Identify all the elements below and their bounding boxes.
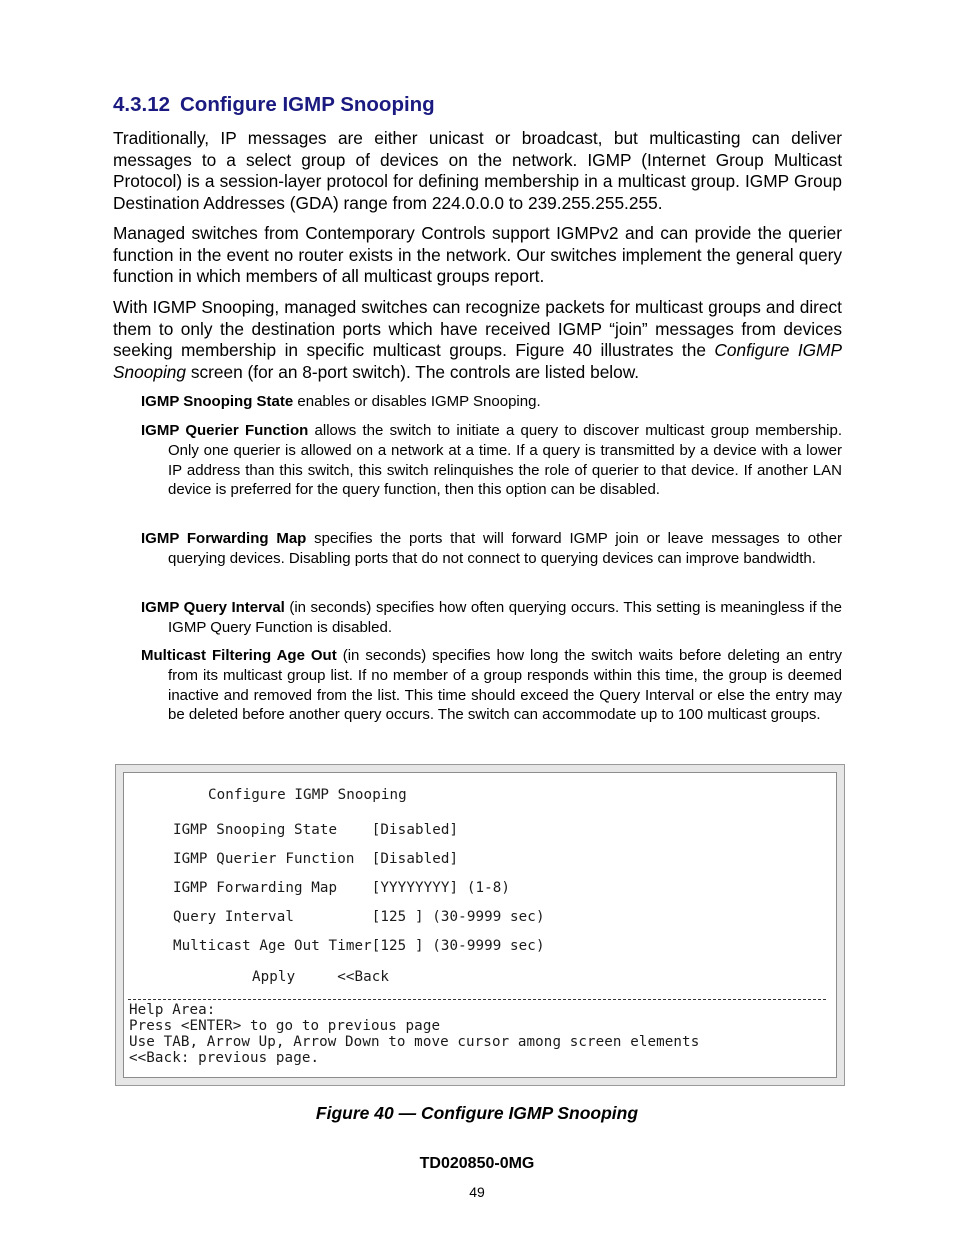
paragraph-snooping [113,297,842,383]
control-desc: specifies the ports that will forward IGMP join or leave messages to other querying devices. Disabling ports that do not connect to querying devices can improve bandwidth. [168,530,842,567]
help-line: Press <ENTER> to go to previous page [129,1018,441,1034]
control-term: IGMP Query Interval [141,599,285,616]
control-term: IGMP Snooping State [141,393,294,410]
control-term: IGMP Querier Function [141,422,309,439]
section-number: 4.3.12 [113,93,170,116]
apply-button[interactable]: Apply [252,969,296,985]
paragraph-querier: Managed switches from Contemporary Controls support IGMPv2 and can provide the querier function in the event no router exists in the network. Our switches implement the general query function in which members of all multicast groups report. [113,223,842,287]
control-desc: enables or disables IGMP Snooping. [293,393,541,410]
back-button[interactable]: <<Back [337,969,390,985]
control-description-item [141,529,842,569]
screen-title: Configure IGMP Snooping [208,787,407,803]
igmp-forwarding-map-field[interactable]: IGMP Forwarding Map [YYYYYYYY] (1-8) [173,880,511,896]
multicast-age-out-timer-field[interactable]: Multicast Age Out Timer[125 ] (30-9999 sec) [173,938,545,954]
control-desc: (in seconds) specifies how long the switch waits before deleting an entry from its multicast group list. If no member of a group responds within this time, the group is deemed inactive and removed from the list. This time should exceed the Query Interval or else the entry may be deleted before another query occurs. The switch can accommodate up to 100 multicast groups. [168,647,842,724]
paragraph-snooping-emphasis: Configure IGMP Snooping [113,340,842,382]
help-separator [128,999,826,1000]
paragraph-intro: Traditionally, IP messages are either unicast or broadcast, but multicasting can deliver messages to a select group of devices on the network. IGMP (Internet Group Multicast Protocol) is a session-layer protocol for defining membership in a multicast group. IGMP Group Destination Addresses (GDA) range from 224.0.0.0 to 239.255.255.255. [113,128,842,213]
control-term: Multicast Filtering Age Out [141,647,337,664]
section-heading [113,93,435,117]
igmp-snooping-state-field[interactable]: IGMP Snooping State [Disabled] [173,822,459,838]
terminal-screen [123,772,837,1078]
control-description-item [141,646,842,725]
paragraph-snooping-text-a: With IGMP Snooping, managed switches can recognize packets for multicast groups and direct them to only the destination ports which have received IGMP “join” messages from devices seeking membership in specific multicast groups. Figure 40 illustrates the [113,297,842,361]
terminal-screenshot-frame [115,764,845,1086]
page-number: 49 [469,1184,485,1200]
query-interval-field[interactable]: Query Interval [125 ] (30-9999 sec) [173,909,545,925]
help-line: Use TAB, Arrow Up, Arrow Down to move cursor among screen elements [129,1034,700,1050]
paragraph-snooping-text-b: screen (for an 8-port switch). The controls are listed below. [186,361,640,382]
screen-actions [252,969,431,985]
control-desc: allows the switch to initiate a query to discover multicast group membership. Only one querier is allowed on a network at a time. If a query is transmitted by a device with a lower IP address than this switch, this switch relinquishes the role of querier to that device. If another LAN device is preferred for the query function, then this option can be disabled. [168,422,843,499]
figure-caption: Figure 40 — Configure IGMP Snooping [315,1103,639,1123]
help-area [129,1002,699,1066]
control-desc: (in seconds) specifies how often querying occurs. This setting is meaningless if the IGMP Query Function is disabled. [168,599,842,636]
igmp-querier-function-field[interactable]: IGMP Querier Function [Disabled] [173,851,459,867]
help-line: <<Back: previous page. [129,1050,320,1066]
document-id: TD020850-0MG [419,1155,535,1172]
control-term: IGMP Forwarding Map [141,530,307,547]
control-description-item [141,421,842,500]
section-title: Configure IGMP Snooping [180,93,435,116]
control-description-item [141,598,842,638]
control-description-item [141,392,842,412]
help-line: Help Area: [129,1002,216,1018]
